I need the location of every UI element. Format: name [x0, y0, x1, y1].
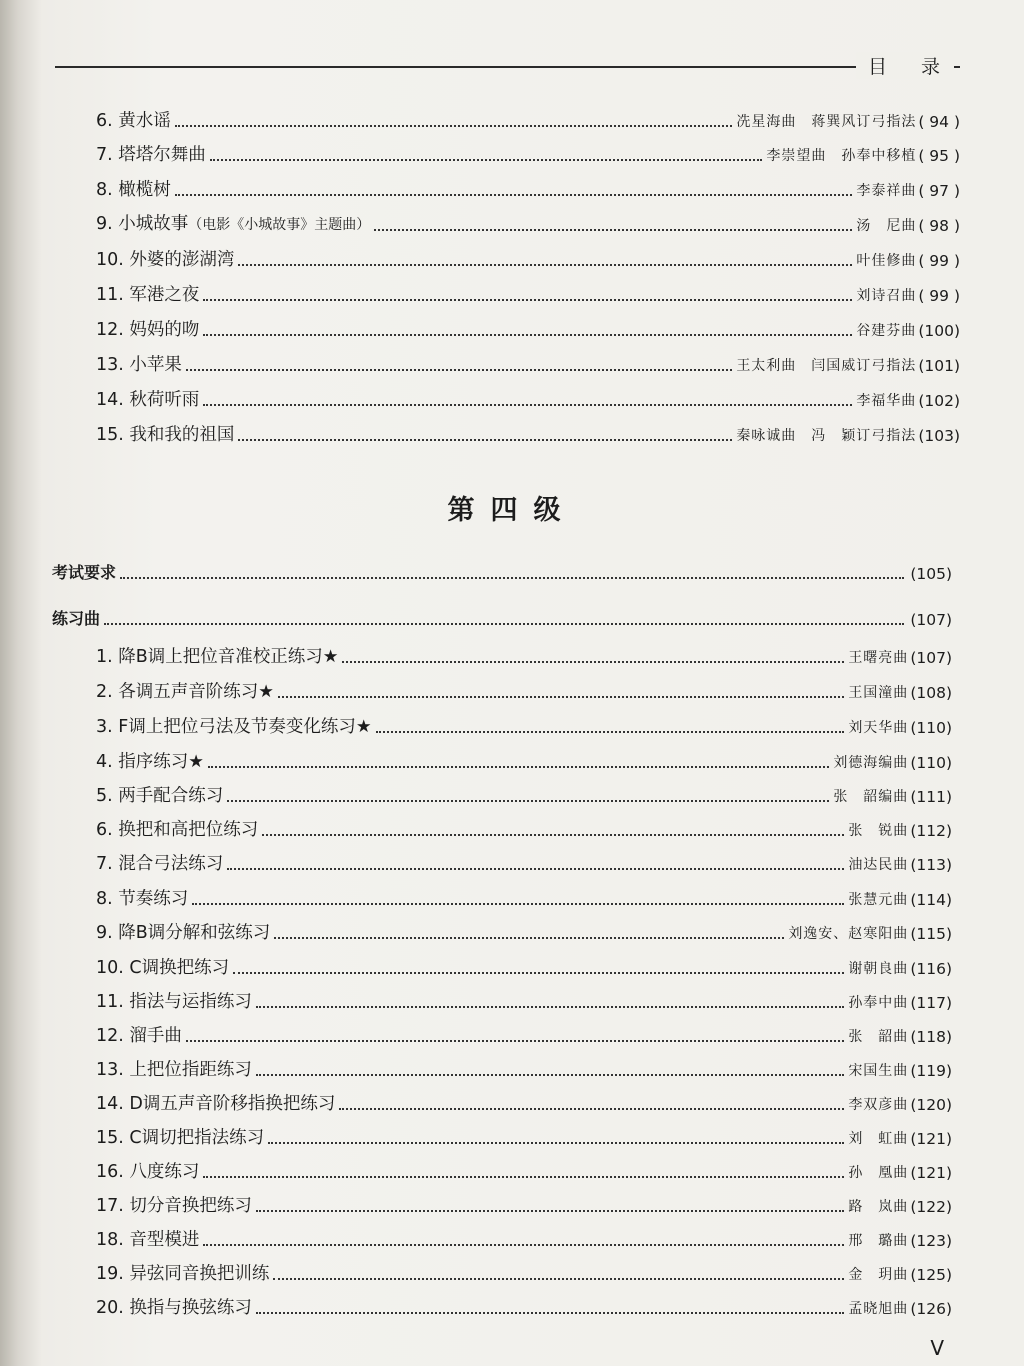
- entry-title: 14. D调五声音阶移指换把练习: [96, 1094, 336, 1114]
- entry-title: 16. 八度练习: [96, 1162, 200, 1182]
- entry-title: 10. 外婆的澎湖湾: [96, 250, 235, 270]
- dot-leader: [203, 404, 852, 406]
- dot-leader: [274, 937, 784, 939]
- entry-page: ( 97 ): [918, 182, 960, 200]
- dot-leader: [203, 299, 852, 301]
- dot-leader: [175, 125, 733, 127]
- entry-page: (115): [910, 925, 952, 943]
- entry-composer: 汤 尼曲: [856, 218, 917, 234]
- entry-page: (108): [910, 684, 952, 702]
- entry-title: 13. 上把位指距练习: [96, 1060, 252, 1080]
- dot-leader: [120, 577, 904, 579]
- dot-leader: [186, 369, 732, 371]
- toc-entry: [96, 102, 960, 132]
- entry-title: 19. 异弦同音换把训练: [96, 1264, 270, 1284]
- entry-composer: 孙奉中曲: [848, 995, 909, 1011]
- entry-composer: 金 玥曲: [848, 1267, 909, 1283]
- entry-title: 5. 两手配合练习: [96, 786, 224, 806]
- bleed-through-text: [360, 460, 378, 486]
- dot-leader: [256, 1312, 844, 1314]
- toc-entry: [96, 416, 960, 446]
- entry-composer: 刘天华曲: [848, 720, 909, 736]
- entry-title: 11. 军港之夜: [96, 285, 200, 305]
- toc-entry: [96, 743, 952, 773]
- toc-entry: [96, 1119, 952, 1149]
- toc-entry: [96, 914, 952, 944]
- entry-composer: 秦咏诚曲 冯 颖订弓指法: [736, 428, 917, 444]
- dot-leader: [273, 1278, 844, 1280]
- toc-entry: [96, 1085, 952, 1115]
- toc-entry: [96, 171, 960, 201]
- entry-composer: 李泰祥曲: [856, 183, 917, 199]
- entry-composer: 张 韶编曲: [833, 789, 909, 805]
- entry-composer: 王曙亮曲: [848, 650, 909, 666]
- entry-composer: 刘逸安、赵寒阳曲: [788, 926, 909, 942]
- entry-page: (121): [910, 1130, 952, 1148]
- entry-title: 6. 黄水谣: [96, 111, 171, 131]
- entry-page: (111): [910, 788, 952, 806]
- entry-title: 18. 音型模进: [96, 1230, 200, 1250]
- entry-page: (103): [918, 427, 960, 445]
- dot-leader: [256, 1210, 844, 1212]
- section-title: 第四级: [447, 495, 577, 526]
- dot-leader: [238, 264, 852, 266]
- entry-composer: 谢朝良曲: [848, 961, 909, 977]
- entry-title: 8. 节奏练习: [96, 889, 189, 909]
- toc-entry: [96, 1255, 952, 1285]
- entry-composer: 李双彦曲: [848, 1097, 909, 1113]
- dot-leader: [376, 731, 845, 733]
- entry-composer: 王太利曲 闫国威订弓指法: [736, 358, 917, 374]
- dot-leader: [256, 1006, 844, 1008]
- entry-composer: 孟晓旭曲: [848, 1301, 909, 1317]
- dot-leader: [233, 972, 844, 974]
- entry-page: (121): [910, 1164, 952, 1182]
- entry-page: (125): [910, 1266, 952, 1284]
- dot-leader: [208, 766, 829, 768]
- entry-composer: 李崇望曲 孙奉中移植: [766, 148, 917, 164]
- entry-title: 11. 指法与运指练习: [96, 992, 252, 1012]
- toc-entry: [96, 811, 952, 841]
- entry-page: (123): [910, 1232, 952, 1250]
- entry-title: 6. 换把和高把位练习: [96, 820, 259, 840]
- toc-entry: [96, 346, 960, 376]
- toc-entry: [96, 638, 952, 668]
- toc-entry: [96, 1051, 952, 1081]
- entry-composer: 叶佳修曲: [856, 253, 917, 269]
- entry-title: 12. 溜手曲: [96, 1026, 182, 1046]
- toc-entry: [96, 1187, 952, 1217]
- dot-leader: [186, 1040, 844, 1042]
- entry-page: (100): [918, 322, 960, 340]
- entry-page: (126): [910, 1300, 952, 1318]
- dot-leader: [342, 661, 844, 663]
- entry-page: ( 95 ): [918, 147, 960, 165]
- entry-composer: 冼星海曲 蒋巽风订弓指法: [736, 114, 917, 130]
- entry-page: (105): [910, 565, 952, 583]
- entry-title: 3. F调上把位弓法及节奏变化练习★: [96, 717, 372, 737]
- entry-title: 14. 秋荷听雨: [96, 390, 200, 410]
- toc-entry: [52, 600, 952, 630]
- toc-entry: [96, 845, 952, 875]
- entry-title-main: 9. 小城故事: [96, 214, 189, 234]
- entry-composer: 刘诗召曲: [856, 288, 917, 304]
- dot-leader: [256, 1074, 844, 1076]
- toc-entry: [96, 983, 952, 1013]
- toc-entry: [96, 381, 960, 411]
- dot-leader: [339, 1108, 844, 1110]
- entry-title: 12. 妈妈的吻: [96, 320, 200, 340]
- entry-title: 17. 切分音换把练习: [96, 1196, 252, 1216]
- toc-entry: [96, 1153, 952, 1183]
- entry-page: (110): [910, 719, 952, 737]
- entry-composer: 李福华曲: [856, 393, 917, 409]
- entry-composer: 邢 璐曲: [848, 1233, 909, 1249]
- entry-title: 15. C调切把指法练习: [96, 1128, 265, 1148]
- entry-title: 2. 各调五声音阶练习★: [96, 682, 274, 702]
- entry-page: (119): [910, 1062, 952, 1080]
- dot-leader: [203, 1244, 844, 1246]
- dot-leader: [238, 439, 732, 441]
- entry-page: (110): [910, 754, 952, 772]
- toc-entry: [96, 777, 952, 807]
- entry-title: 7. 塔塔尔舞曲: [96, 145, 206, 165]
- entry-composer: 张 韶曲: [848, 1029, 909, 1045]
- entry-composer: 谷建芬曲: [856, 323, 917, 339]
- entry-page: (122): [910, 1198, 952, 1216]
- dot-leader: [227, 868, 844, 870]
- entry-page: (113): [910, 856, 952, 874]
- dot-leader: [262, 834, 844, 836]
- entry-title: 8. 橄榄树: [96, 180, 171, 200]
- toc-entry: [96, 949, 952, 979]
- entry-composer: 张慧元曲: [848, 892, 909, 908]
- toc-entry: [96, 1017, 952, 1047]
- entry-page: (102): [918, 392, 960, 410]
- entry-page: (118): [910, 1028, 952, 1046]
- entry-composer: 油达民曲: [848, 857, 909, 873]
- entry-page: ( 99 ): [918, 287, 960, 305]
- dot-leader: [210, 159, 763, 161]
- entry-page: (112): [910, 822, 952, 840]
- entry-page: ( 98 ): [918, 217, 960, 235]
- entry-page: (107): [910, 649, 952, 667]
- entry-page: (114): [910, 891, 952, 909]
- entry-title: 考试要求: [52, 563, 117, 582]
- dot-leader: [268, 1142, 844, 1144]
- entry-title: [96, 213, 370, 236]
- entry-page: ( 99 ): [918, 252, 960, 270]
- toc-entry: [96, 1289, 952, 1319]
- entry-page: ( 94 ): [918, 113, 960, 131]
- entry-page: (107): [910, 611, 952, 629]
- entry-page: (120): [910, 1096, 952, 1114]
- toc-entry: [96, 708, 952, 738]
- dot-leader: [374, 229, 852, 231]
- dot-leader: [278, 696, 844, 698]
- entry-page: (116): [910, 960, 952, 978]
- entry-composer: 路 岚曲: [848, 1199, 909, 1215]
- header-title: 目 录: [856, 52, 954, 79]
- dot-leader: [203, 1176, 844, 1178]
- toc-entry: [96, 276, 960, 306]
- entry-composer: 张 锐曲: [848, 823, 909, 839]
- entry-title: 20. 换指与换弦练习: [96, 1298, 252, 1318]
- entry-title: 9. 降B调分解和弦练习: [96, 923, 271, 943]
- entry-page: (117): [910, 994, 952, 1012]
- toc-entry: [96, 1221, 952, 1251]
- dot-leader: [227, 800, 829, 802]
- entry-page: (101): [918, 357, 960, 375]
- header-rule: [55, 66, 960, 68]
- toc-entry: [96, 673, 952, 703]
- entry-composer: 王国潼曲: [848, 685, 909, 701]
- dot-leader: [175, 194, 853, 196]
- entry-title: 练习曲: [52, 609, 101, 628]
- dot-leader: [192, 903, 844, 905]
- entry-title: 1. 降B调上把位音准校正练习★: [96, 647, 339, 667]
- toc-entry: [52, 554, 952, 584]
- toc-entry: [96, 206, 960, 236]
- toc-entry: [96, 136, 960, 166]
- page-number: V: [930, 1336, 944, 1360]
- entry-composer: 刘德海编曲: [833, 755, 909, 771]
- entry-title: 13. 小苹果: [96, 355, 182, 375]
- toc-entry: [96, 241, 960, 271]
- entry-title: 4. 指序练习★: [96, 752, 204, 772]
- entry-title: 7. 混合弓法练习: [96, 854, 224, 874]
- entry-subtitle: （电影《小城故事》主题曲）: [188, 217, 371, 233]
- entry-composer: 孙 凰曲: [848, 1165, 909, 1181]
- toc-entry: [96, 311, 960, 341]
- entry-title: 15. 我和我的祖国: [96, 425, 235, 445]
- dot-leader: [203, 334, 852, 336]
- entry-composer: 刘 虹曲: [848, 1131, 909, 1147]
- entry-title: 10. C调换把练习: [96, 958, 230, 978]
- entry-composer: 宋国生曲: [848, 1063, 909, 1079]
- toc-entry: [96, 880, 952, 910]
- dot-leader: [104, 623, 904, 625]
